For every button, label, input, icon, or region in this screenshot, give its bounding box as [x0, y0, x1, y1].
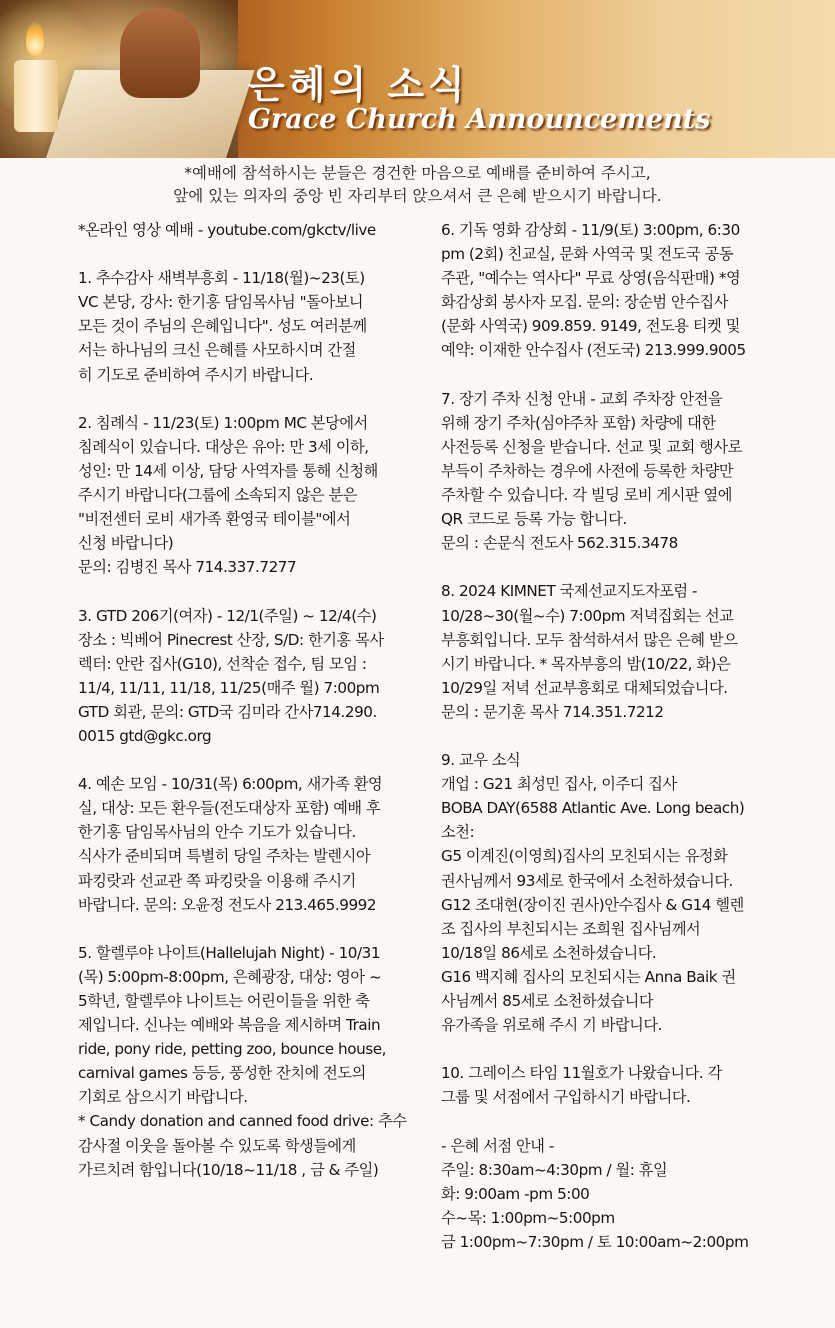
announcement-line: 그룹 및 서점에서 구입하시기 바랍니다. — [441, 1088, 691, 1107]
announcement-line: 10/28~30(월~수) 7:00pm 저녁집회는 선교 — [441, 606, 734, 625]
announcement-line: 6. 기독 영화 감상회 - 11/9(토) 3:00pm, 6:30 — [441, 221, 740, 239]
announcement-line: 위해 장기 주차(심야주차 포함) 차량에 대한 — [441, 413, 716, 432]
announcement-line: 서는 하나님의 크신 은혜를 사모하시며 간절 — [78, 341, 356, 360]
page-subtitle: Grace Church Announcements — [248, 104, 711, 135]
notice-line: *예배에 참석하시는 분들은 경건한 마음으로 예배를 준비하여 주시고, — [184, 164, 651, 182]
announcement-line: 주관, "예수는 역사다" 무료 상영(음식판매) *영 — [441, 269, 741, 288]
announcement-line: *온라인 영상 예배 - youtube.com/gkctv/live — [78, 221, 376, 239]
announcement-line: 조 집사의 부친되시는 조희원 집사님께서 — [441, 919, 701, 938]
paragraph-gap — [441, 724, 793, 748]
announcement-line: BOBA DAY(6588 Atlantic Ave. Long beach) — [441, 799, 745, 818]
announcement-line: 부득이 주차하는 경우에 사전에 등록한 차량만 — [441, 461, 734, 480]
announcement-line: 주차할 수 있습니다. 각 빌딩 로비 게시판 옆에 — [441, 486, 733, 505]
announcement-line: 7. 장기 주차 신청 안내 - 교회 주차장 안전을 — [441, 389, 723, 408]
announcement-line: 신청 바랍니다) — [78, 534, 174, 553]
announcement-line: G16 백지혜 집사의 모친되시는 Anna Baik 권 — [441, 967, 736, 986]
paragraph-gap — [441, 1037, 793, 1061]
announcement-line: 사님께서 85세로 소천하셨습니다 — [441, 992, 654, 1010]
announcement-line: 수~목: 1:00pm~5:00pm — [441, 1208, 615, 1227]
paragraph-gap — [441, 555, 793, 579]
announcement-line: 문의 : 손문식 전도사 562.315.3478 — [441, 534, 678, 553]
announcement-line: 제입니다. 신나는 예배와 복음을 제시하며 Train — [78, 1016, 381, 1035]
announcement-line: 10. 그레이스 타임 11월호가 나왔습니다. 각 — [441, 1064, 722, 1083]
announcement-line: 한기홍 담임목사님의 안수 기도가 있습니다. — [78, 823, 356, 842]
announcement-line: 감사절 이웃을 돌아볼 수 있도록 학생들에게 — [78, 1136, 356, 1155]
announcement-line: QR 코드로 등록 가능 합니다. — [441, 510, 627, 529]
announcement-line: 문의: 김병진 목사 714.337.7277 — [78, 558, 297, 577]
announcement-line: 가르치려 함입니다(10/18~11/18 , 금 & 주일) — [78, 1160, 379, 1179]
worship-notice — [0, 162, 835, 208]
announcement-line: 11/4, 11/11, 11/18, 11/25(매주 월) 7:00pm — [78, 678, 380, 697]
announcement-line: 5. 할렐루야 나이트(Hallelujah Night) - 10/31 — [78, 943, 381, 962]
announcement-line: GTD 회관, 문의: GTD국 김미라 간사714.290. — [78, 702, 377, 721]
announcement-line: 주일: 8:30am~4:30pm / 월: 휴일 — [441, 1160, 668, 1179]
announcement-line: 주시기 바랍니다(그룹에 소속되지 않은 분은 — [78, 486, 357, 505]
prayer-candle-photo — [0, 0, 238, 158]
announcement-line: 렉터: 안란 집사(G10), 선착순 접수, 팀 모임 : — [78, 654, 367, 673]
announcement-line: 10/29일 저녁 선교부흥회로 대체되었습니다. — [441, 678, 728, 697]
announcement-line: 문의 : 문기훈 목사 714.351.7212 — [441, 702, 664, 721]
announcement-line: ride, pony ride, petting zoo, bounce house, — [78, 1040, 386, 1059]
announcements-right-column — [441, 218, 793, 1254]
announcement-line: VC 본당, 강사: 한기홍 담임목사님 "돌아보니 — [78, 293, 364, 312]
announcement-line: 식사가 준비되며 특별히 당일 주차는 발렌시아 — [78, 847, 371, 866]
announcement-line: * Candy donation and canned food drive: 추수 — [78, 1112, 407, 1131]
announcement-line: 부흥회입니다. 모두 참석하셔서 많은 은혜 받으 — [441, 630, 738, 649]
paragraph-gap — [78, 748, 432, 772]
announcement-line: 0015 gtd@gkc.org — [78, 726, 212, 745]
announcement-line: (목) 5:00pm-8:00pm, 은혜광장, 대상: 영아 ~ — [78, 967, 382, 986]
announcement-line: 사전등록 신청을 받습니다. 선교 및 교회 행사로 — [441, 437, 742, 456]
announcement-line: 장소 : 빅베어 Pinecrest 산장, S/D: 한기홍 목사 — [78, 630, 384, 649]
announcement-line: 예약: 이재한 안수집사 (전도국) 213.999.9005 — [441, 341, 746, 360]
candle-image — [14, 60, 58, 132]
announcement-line: 금 1:00pm~7:30pm / 토 10:00am~2:00pm — [441, 1232, 749, 1251]
announcements-left-column — [78, 218, 432, 1182]
announcement-line: 유가족을 위로해 주시 기 바랍니다. — [441, 1016, 662, 1035]
announcement-line: 성인: 만 14세 이상, 담당 사역자를 통해 신청해 — [78, 461, 378, 480]
announcement-line: G5 이계진(이영희)집사의 모친되시는 유정화 — [441, 847, 728, 866]
announcement-line: 9. 교우 소식 — [441, 751, 521, 770]
announcement-line: 8. 2024 KIMNET 국제선교지도자포럼 - — [441, 582, 698, 601]
announcement-line: 파킹랏과 선교관 쪽 파킹랏을 이용해 주시기 — [78, 871, 356, 890]
announcement-line: 시기 바랍니다. * 목자부흥의 밤(10/22, 화)은 — [441, 654, 731, 673]
announcement-line: 화감상회 봉사자 모집. 문의: 장순범 안수집사 — [441, 293, 728, 312]
announcement-line: 개업 : G21 최성민 집사, 이주디 집사 — [441, 775, 677, 794]
announcement-line: 실, 대상: 모든 환우들(전도대상자 포함) 예배 후 — [78, 799, 381, 818]
praying-hands-image — [120, 8, 200, 98]
candle-flame — [26, 22, 44, 56]
announcement-line: G12 조대현(장이진 권사)안수집사 & G14 헬렌 — [441, 895, 744, 914]
announcement-line: 3. GTD 206기(여자) - 12/1(주일) ~ 12/4(수) — [78, 606, 377, 625]
paragraph-gap — [78, 917, 432, 941]
header-banner — [0, 0, 835, 158]
notice-line: 앞에 있는 의자의 중앙 빈 자리부터 앉으셔서 큰 은혜 받으시기 바랍니다. — [173, 187, 662, 205]
paragraph-gap — [78, 579, 432, 603]
announcement-line: 침례식이 있습니다. 대상은 유아: 만 3세 이하, — [78, 437, 369, 456]
paragraph-gap — [78, 387, 432, 411]
announcement-line: carnival games 등등, 풍성한 잔치에 전도의 — [78, 1064, 366, 1083]
announcement-line: 히 기도로 준비하여 주시기 바랍니다. — [78, 365, 314, 384]
announcement-line: (문화 사역국) 909.859. 9149, 전도용 티켓 및 — [441, 317, 740, 336]
announcement-line: 2. 침례식 - 11/23(토) 1:00pm MC 본당에서 — [78, 413, 368, 432]
announcement-line: 바랍니다. 문의: 오윤정 전도사 213.465.9992 — [78, 895, 377, 914]
announcement-line: 화: 9:00am -pm 5:00 — [441, 1184, 590, 1203]
paragraph-gap — [78, 242, 432, 266]
announcement-line: "비전센터 로비 새가족 환영국 테이블"에서 — [78, 510, 351, 529]
announcement-line: 소천: — [441, 823, 475, 842]
announcement-line: 모든 것이 주님의 은혜입니다". 성도 여러분께 — [78, 317, 367, 336]
announcement-line: 권사님께서 93세로 한국에서 소천하셨습니다. — [441, 871, 733, 890]
paragraph-gap — [441, 363, 793, 387]
announcement-line: 5학년, 할렐루야 나이트는 어린이들을 위한 축 — [78, 992, 370, 1010]
announcement-line: 1. 추수감사 새벽부흥회 - 11/18(월)~23(토) — [78, 269, 365, 288]
announcement-line: - 은혜 서점 안내 - — [441, 1136, 554, 1155]
page-title: 은혜의 소식 — [248, 63, 469, 107]
announcement-line: pm (2회) 친교실, 문화 사역국 및 전도국 공동 — [441, 245, 734, 264]
paragraph-gap — [441, 1109, 793, 1133]
announcement-line: 기회로 삼으시기 바랍니다. — [78, 1088, 248, 1107]
announcement-line: 10/18일 86세로 소천하셨습니다. — [441, 943, 657, 962]
announcement-line: 4. 예손 모임 - 10/31(목) 6:00pm, 새가족 환영 — [78, 775, 383, 794]
